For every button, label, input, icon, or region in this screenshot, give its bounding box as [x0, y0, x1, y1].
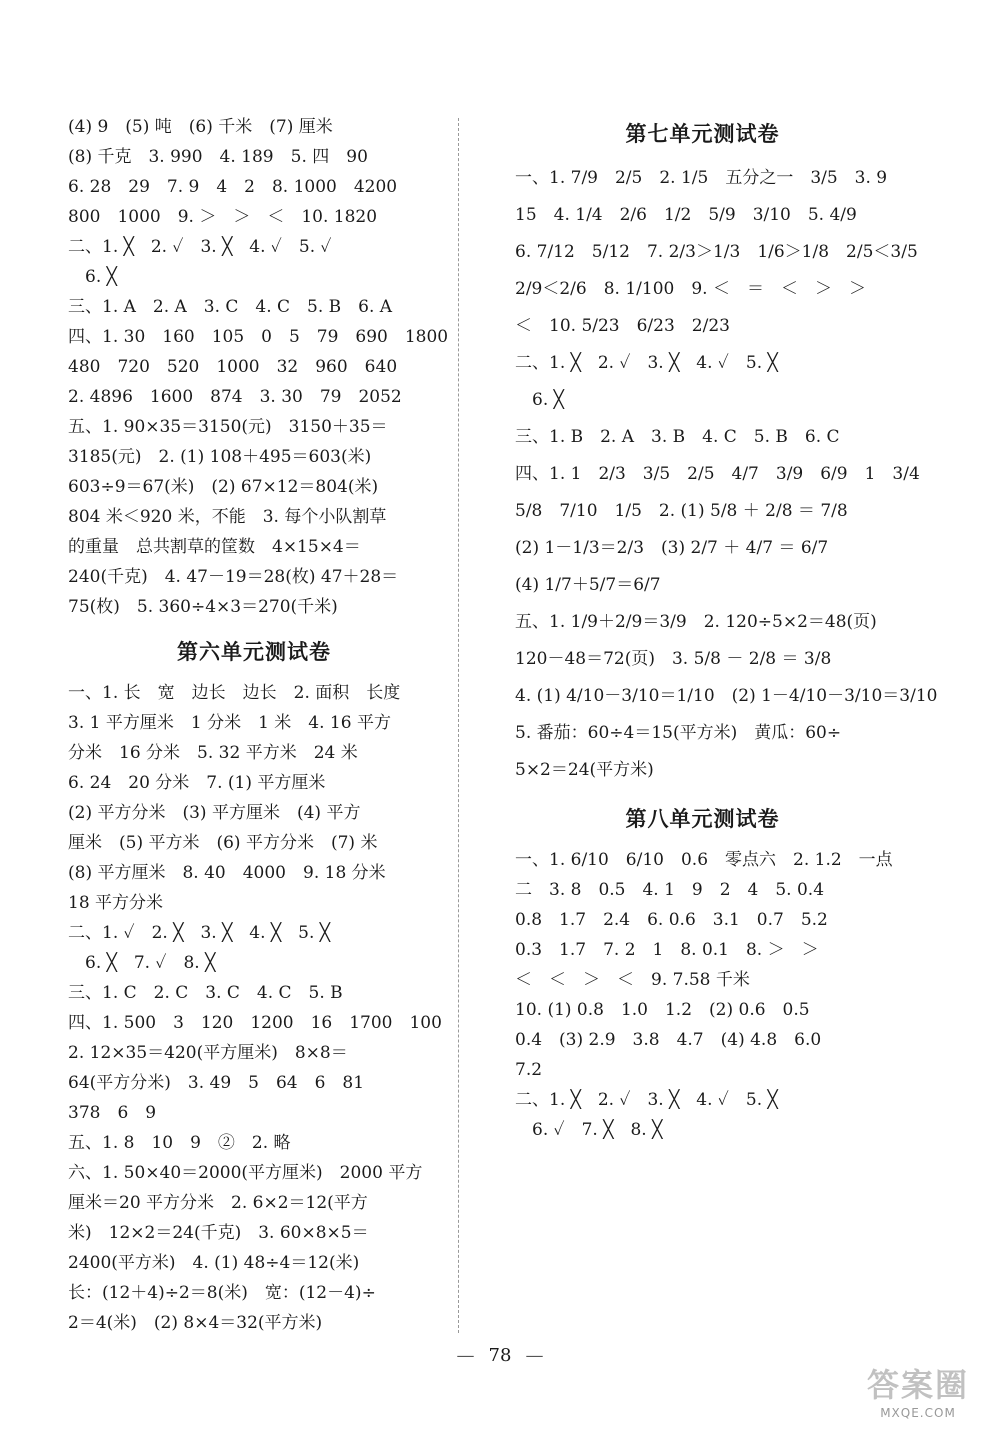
- answer-line: 厘米＝20 平方分米 2. 6×2＝12(平方: [68, 1193, 368, 1213]
- answer-line: 6. 28 29 7. 9 4 2 8. 1000 4200: [68, 177, 398, 197]
- watermark: [858, 1360, 978, 1422]
- answer-line: 厘米 (5) 平方米 (6) 平方分米 (7) 米: [68, 833, 378, 853]
- answer-line: 378 6 9: [68, 1103, 157, 1123]
- answer-line: 2. 12×35＝420(平方厘米) 8×8＝: [68, 1043, 348, 1063]
- answer-line: (2) 平方分米 (3) 平方厘米 (4) 平方: [68, 803, 361, 823]
- answer-line: 三、1. C 2. C 3. C 4. C 5. B: [68, 983, 343, 1003]
- answer-line: 6. ✓ 7. ╳ 8. ╳: [515, 1120, 663, 1140]
- answer-line: 2/9＜2/6 8. 1/100 9. ＜ ＝ ＜ ＞ ＞: [515, 279, 866, 299]
- answer-line: 三、1. A 2. A 3. C 4. C 5. B 6. A: [68, 297, 393, 317]
- answer-line: 四、1. 30 160 105 0 5 79 690 1800: [68, 327, 449, 347]
- answer-line: 一、1. 7/9 2/5 2. 1/5 五分之一 3/5 3. 9: [515, 168, 888, 188]
- answer-line: 六、1. 50×40＝2000(平方厘米) 2000 平方: [68, 1163, 423, 1183]
- answer-line: 二、1. ✓ 2. ╳ 3. ╳ 4. ╳ 5. ╳: [68, 923, 331, 943]
- answer-line: 4. (1) 4/10－3/10＝1/10 (2) 1－4/10－3/10＝3/10: [515, 686, 938, 706]
- answer-line: 二 3. 8 0.5 4. 1 9 2 4 5. 0.4: [515, 880, 825, 900]
- answer-line: 240(千克) 4. 47－19＝28(枚) 47＋28＝: [68, 567, 399, 587]
- answer-line: 603÷9＝67(米) (2) 67×12＝804(米): [68, 477, 379, 497]
- answer-line: 3185(元) 2. (1) 108＋495＝603(米): [68, 447, 372, 467]
- answer-line: 五、1. 90×35＝3150(元) 3150＋35＝: [68, 417, 388, 437]
- answer-line: 3. 1 平方厘米 1 分米 1 米 4. 16 平方: [68, 713, 391, 733]
- unit7-answers: [515, 160, 938, 789]
- answer-line: 二、1. ╳ 2. ✓ 3. ╳ 4. ✓ 5. ✓: [68, 237, 332, 257]
- answer-line: 0.8 1.7 2.4 6. 0.6 3.1 0.7 5.2: [515, 910, 828, 930]
- answer-line: 0.3 1.7 7. 2 1 8. 0.1 8. ＞ ＞: [515, 940, 819, 960]
- answer-line: ＜ 10. 5/23 6/23 2/23: [515, 316, 730, 336]
- answer-line: 5/8 7/10 1/5 2. (1) 5/8 ＋ 2/8 ＝ 7/8: [515, 501, 848, 521]
- answer-line: 二、1. ╳ 2. ✓ 3. ╳ 4. ✓ 5. ╳: [515, 353, 778, 373]
- answer-line: 10. (1) 0.8 1.0 1.2 (2) 0.6 0.5: [515, 1000, 810, 1020]
- answer-line: (4) 1/7＋5/7＝6/7: [515, 575, 661, 595]
- answer-line: 6. ╳: [68, 267, 117, 287]
- unit6-answers: [68, 678, 440, 1338]
- answer-line: 6. 24 20 分米 7. (1) 平方厘米: [68, 773, 326, 793]
- answer-line: 75(枚) 5. 360÷4×3＝270(千米): [68, 597, 338, 617]
- answer-line: 一、1. 6/10 6/10 0.6 零点六 2. 1.2 一点: [515, 850, 893, 870]
- answer-line: 7.2: [515, 1060, 543, 1080]
- unit6-heading: 第六单元测试卷: [177, 640, 331, 664]
- right-column: [515, 118, 938, 1145]
- answer-line: 四、1. 500 3 120 1200 16 1700 100: [68, 1013, 442, 1033]
- answer-line: 五、1. 1/9＋2/9＝3/9 2. 120÷5×2＝48(页): [515, 612, 877, 632]
- answer-line: 一、1. 长 宽 边长 边长 2. 面积 长度: [68, 683, 401, 703]
- answer-line: 2400(平方米) 4. (1) 48÷4＝12(米): [68, 1253, 360, 1273]
- page-number: — 78 —: [456, 1345, 544, 1366]
- unit5-answers: [68, 112, 449, 622]
- answer-line: 804 米＜920 米，不能 3. 每个小队割草: [68, 507, 387, 527]
- answer-line: 64(平方分米) 3. 49 5 64 6 81: [68, 1073, 365, 1093]
- column-divider: [458, 118, 459, 1333]
- watermark-logo: 答案圈: [866, 1366, 969, 1404]
- answer-line: 2. 4896 1600 874 3. 30 79 2052: [68, 387, 402, 407]
- answer-line: 米) 12×2＝24(千克) 3. 60×8×5＝: [68, 1223, 369, 1243]
- watermark-site: MXQE.COM: [880, 1406, 956, 1420]
- answer-line: 5×2＝24(平方米): [515, 760, 654, 780]
- answer-line: 480 720 520 1000 32 960 640: [68, 357, 398, 377]
- answer-line: (8) 千克 3. 990 4. 189 5. 四 90: [68, 147, 368, 167]
- answer-line: 长：(12＋4)÷2＝8(米) 宽：(12－4)÷: [68, 1283, 376, 1303]
- answer-line: 6. ╳: [515, 390, 564, 410]
- unit7-heading: 第七单元测试卷: [625, 122, 780, 146]
- answer-line: 800 1000 9. ＞ ＞ ＜ 10. 1820: [68, 207, 378, 227]
- answer-line: 二、1. ╳ 2. ✓ 3. ╳ 4. ✓ 5. ╳: [515, 1090, 778, 1110]
- unit8-heading: 第八单元测试卷: [625, 807, 780, 831]
- answer-line: ＜ ＜ ＞ ＜ 9. 7.58 千米: [515, 970, 750, 990]
- answer-line: 6. 7/12 5/12 7. 2/3＞1/3 1/6＞1/8 2/5＜3/5: [515, 242, 918, 262]
- left-column: [68, 112, 449, 1338]
- answer-line: (2) 1－1/3＝2/3 (3) 2/7 ＋ 4/7 ＝ 6/7: [515, 538, 829, 558]
- answer-line: 分米 16 分米 5. 32 平方米 24 米: [68, 743, 358, 763]
- answer-line: 0.4 (3) 2.9 3.8 4.7 (4) 4.8 6.0: [515, 1030, 822, 1050]
- answer-line: 5. 番茄：60÷4＝15(平方米) 黄瓜：60÷: [515, 723, 842, 743]
- answer-line: (8) 平方厘米 8. 40 4000 9. 18 分米: [68, 863, 386, 883]
- unit8-answers: [515, 845, 893, 1145]
- answer-line: 四、1. 1 2/3 3/5 2/5 4/7 3/9 6/9 1 3/4: [515, 464, 920, 484]
- answer-line: (4) 9 (5) 吨 (6) 千米 (7) 厘米: [68, 117, 333, 137]
- answer-line: 五、1. 8 10 9 ② 2. 略: [68, 1133, 291, 1153]
- answer-line: 18 平方分米: [68, 893, 164, 913]
- answer-line: 三、1. B 2. A 3. B 4. C 5. B 6. C: [515, 427, 840, 447]
- answer-line: 120－48＝72(页) 3. 5/8 － 2/8 ＝ 3/8: [515, 649, 832, 669]
- answer-line: 15 4. 1/4 2/6 1/2 5/9 3/10 5. 4/9: [515, 205, 857, 225]
- answer-line: 6. ╳ 7. ✓ 8. ╳: [68, 953, 216, 973]
- answer-line: 的重量 总共割草的筐数 4×15×4＝: [68, 537, 361, 557]
- answer-line: 2＝4(米) (2) 8×4＝32(平方米): [68, 1313, 323, 1333]
